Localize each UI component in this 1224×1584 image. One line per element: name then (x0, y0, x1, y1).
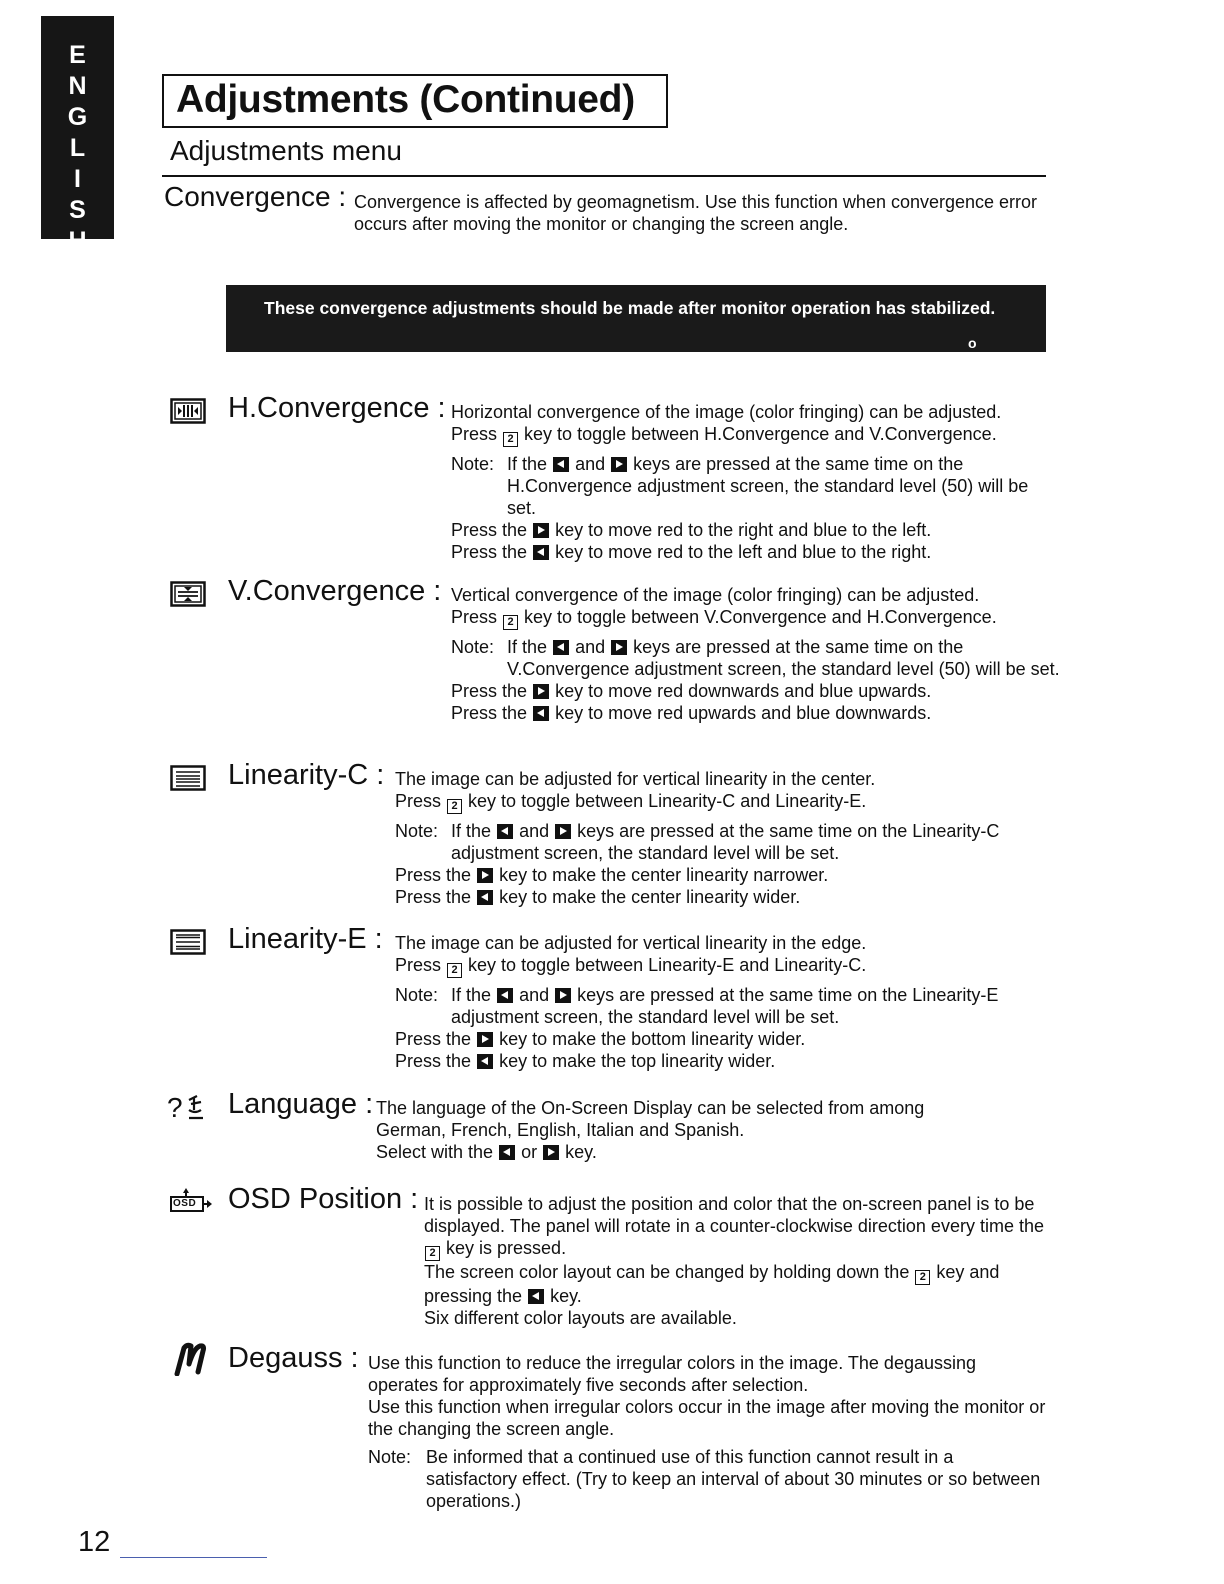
page-title: Adjustments (Continued) (176, 78, 635, 121)
h-convergence-line1: Horizontal convergence of the image (color fringing) can be adjusted. (451, 402, 1002, 422)
text: key and pressing the (424, 1262, 1000, 1306)
h-convergence-icon (170, 398, 206, 424)
text: H.Convergence adjustment screen, the standard level (50) will be set. (507, 476, 1029, 518)
text: key to move red upwards and blue downwards. (555, 703, 932, 723)
osd-position-heading: OSD Position : (228, 1183, 419, 1215)
text: key. (565, 1142, 597, 1162)
text: Press the (395, 865, 472, 885)
language-heading: Language : (228, 1088, 374, 1120)
text: and (575, 637, 606, 657)
convergence-heading: Convergence : (164, 181, 347, 212)
side-tab-letter: E (69, 41, 86, 69)
text: key to make the center linearity wider. (499, 887, 801, 907)
h-convergence-left (451, 541, 1061, 563)
text: and (519, 985, 550, 1005)
osd-label: OSD (173, 1198, 197, 1209)
side-tab-letter: G (67, 103, 88, 131)
text: Press the (395, 1051, 472, 1071)
text: keys are pressed at the same time on the Linearity-C (577, 821, 1000, 841)
linearity-e-icon (170, 929, 206, 955)
side-tab-letter: N (68, 72, 87, 100)
right-key-icon (555, 988, 571, 1003)
left-key-icon (553, 457, 569, 472)
note-text: Be informed that a continued use of this function cannot result in a satisfactory effect. (Try to keep an interval of about 30 minutes or so between operations.) (426, 1447, 1041, 1511)
h-convergence-heading: H.Convergence : (228, 392, 446, 424)
text: key to move red to the right and blue to the left. (555, 520, 932, 540)
text: Press the (451, 542, 528, 562)
text: key to make the top linearity wider. (499, 1051, 776, 1071)
text: keys are pressed at the same time on the (633, 637, 964, 657)
linearity-c-toggle (395, 790, 1061, 814)
linearity-e-heading: Linearity-E : (228, 923, 383, 955)
left-key-icon (533, 706, 549, 721)
text: key. (550, 1286, 582, 1306)
language-line1: The language of the On-Screen Display can be selected from among German, French, English, Italian and Spanish. (376, 1098, 925, 1140)
h-convergence-toggle (451, 423, 1061, 447)
header-divider (162, 175, 1046, 177)
linearity-e-right (395, 1028, 1061, 1050)
v-convergence-note (451, 636, 1061, 680)
linearity-e-line1: The image can be adjusted for vertical linearity in the edge. (395, 933, 867, 953)
left-key-icon (477, 890, 493, 905)
linearity-c-heading: Linearity-C : (228, 759, 385, 791)
text: It is possible to adjust the position and color that the on-screen panel is to be displayed. The panel will rotate in a counter-clockwise direction every time the (424, 1194, 1044, 1236)
text: or (521, 1142, 538, 1162)
language-side-tab (41, 16, 114, 255)
note-label: Note: (395, 985, 439, 1005)
degauss-icon (172, 1342, 208, 1376)
language-select (376, 1141, 996, 1163)
note-text (451, 820, 1061, 864)
key-2-icon: 2 (447, 799, 462, 814)
side-tab-letter: S (69, 196, 86, 224)
v-convergence-line1: Vertical convergence of the image (color fringing) can be adjusted. (451, 585, 980, 605)
osd-line1 (424, 1193, 1049, 1261)
linearity-c-icon (170, 765, 206, 791)
convergence-notice-box (226, 285, 1046, 352)
right-key-icon (555, 824, 571, 839)
text: and (575, 454, 606, 474)
right-key-icon (533, 523, 549, 538)
text: keys are pressed at the same time on the Linearity-E (577, 985, 999, 1005)
right-key-icon (477, 868, 493, 883)
text: key to toggle between Linearity-C and Linearity-E. (468, 791, 867, 811)
osd-position-icon (168, 1185, 212, 1217)
text: The screen color layout can be changed by holding down the (424, 1262, 910, 1282)
osd-line3: Six different color layouts are available. (424, 1308, 737, 1328)
text: adjustment screen, the standard level will be set. (451, 1007, 840, 1027)
linearity-e-note (395, 984, 1061, 1028)
h-convergence-body (451, 401, 1061, 563)
text: V.Convergence adjustment screen, the standard level (50) will be set. (507, 659, 1060, 679)
language-body (376, 1097, 996, 1163)
degauss-body (368, 1352, 1046, 1512)
note-label: Note: (368, 1447, 412, 1467)
text: If the (507, 454, 548, 474)
side-tab-letter: H (68, 227, 87, 255)
linearity-e-left (395, 1050, 1061, 1072)
key-2-icon: 2 (503, 432, 518, 447)
page-number: 12 (78, 1526, 111, 1558)
language-icon (166, 1092, 208, 1122)
right-key-icon (533, 684, 549, 699)
note-text (451, 984, 1061, 1028)
note-label: Note: (451, 454, 495, 474)
text: adjustment screen, the standard level will be set. (451, 843, 840, 863)
text: key is pressed. (446, 1238, 567, 1258)
text: Press the (395, 1029, 472, 1049)
key-2-icon: 2 (503, 615, 518, 630)
degauss-line1: Use this function to reduce the irregular colors in the image. The degaussing operates for approximately five seconds after selection. (368, 1353, 977, 1395)
text: key to move red downwards and blue upwards. (555, 681, 932, 701)
side-tab-letter: I (74, 165, 81, 193)
key-2-icon: 2 (447, 963, 462, 978)
linearity-c-left (395, 886, 1061, 908)
text: key to toggle between Linearity-E and Linearity-C. (468, 955, 867, 975)
h-convergence-right (451, 519, 1061, 541)
note-text (507, 453, 1061, 519)
degauss-note (368, 1446, 1046, 1512)
h-convergence-note (451, 453, 1061, 519)
linearity-c-line1: The image can be adjusted for vertical linearity in the center. (395, 769, 876, 789)
linearity-c-body (395, 768, 1061, 908)
text: key to make the bottom linearity wider. (499, 1029, 806, 1049)
side-tab-letter: L (69, 134, 86, 162)
footer-line (120, 1557, 267, 1558)
degauss-line2: Use this function when irregular colors occur in the image after moving the monitor or the changing the screen angle. (368, 1397, 1046, 1439)
left-key-icon (553, 640, 569, 655)
page-subtitle: Adjustments menu (170, 135, 402, 166)
note-label: Note: (451, 637, 495, 657)
side-tab-letters (41, 40, 114, 257)
notice-mark: o (968, 335, 977, 351)
linearity-e-toggle (395, 954, 1061, 978)
left-key-icon (477, 1054, 493, 1069)
page-title-box (162, 74, 668, 128)
text: key to move red to the left and blue to the right. (555, 542, 932, 562)
v-convergence-body (451, 584, 1061, 724)
right-key-icon (611, 457, 627, 472)
text: Press (395, 791, 442, 811)
text: Press (395, 955, 442, 975)
text: key to toggle between V.Convergence and H.Convergence. (524, 607, 997, 627)
text: Select with the (376, 1142, 494, 1162)
text: Press the (451, 703, 528, 723)
text: If the (451, 821, 492, 841)
text: If the (451, 985, 492, 1005)
v-convergence-right (451, 680, 1061, 702)
v-convergence-left (451, 702, 1061, 724)
v-convergence-icon (170, 581, 206, 607)
osd-position-body (424, 1193, 1049, 1329)
convergence-description: Convergence is affected by geomagnetism. Use this function when convergence error occurs after moving the monitor or changing the screen angle. (354, 192, 1038, 234)
text: Press the (395, 887, 472, 907)
degauss-heading: Degauss : (228, 1342, 359, 1374)
left-key-icon (497, 988, 513, 1003)
v-convergence-toggle (451, 606, 1061, 630)
left-key-icon (528, 1289, 544, 1304)
text: and (519, 821, 550, 841)
linearity-e-body (395, 932, 1061, 1072)
key-2-icon: 2 (915, 1270, 930, 1285)
text: Press (451, 607, 498, 627)
left-key-icon (497, 824, 513, 839)
linearity-c-right (395, 864, 1061, 886)
text: keys are pressed at the same time on the (633, 454, 964, 474)
note-label: Note: (395, 821, 439, 841)
svg-text:?: ? (167, 1092, 183, 1122)
text: Press the (451, 520, 528, 540)
text: key to toggle between H.Convergence and V.Convergence. (524, 424, 997, 444)
text: Press the (451, 681, 528, 701)
left-key-icon (533, 545, 549, 560)
text: key to make the center linearity narrower. (499, 865, 829, 885)
key-2-icon: 2 (425, 1246, 440, 1261)
right-key-icon (611, 640, 627, 655)
right-key-icon (543, 1145, 559, 1160)
convergence-notice-text: These convergence adjustments should be made after monitor operation has stabilized. (264, 298, 996, 318)
v-convergence-heading: V.Convergence : (228, 575, 442, 607)
osd-line2 (424, 1261, 1049, 1307)
left-key-icon (499, 1145, 515, 1160)
linearity-c-note (395, 820, 1061, 864)
note-text (507, 636, 1061, 680)
right-key-icon (477, 1032, 493, 1047)
text: If the (507, 637, 548, 657)
text: Press (451, 424, 498, 444)
